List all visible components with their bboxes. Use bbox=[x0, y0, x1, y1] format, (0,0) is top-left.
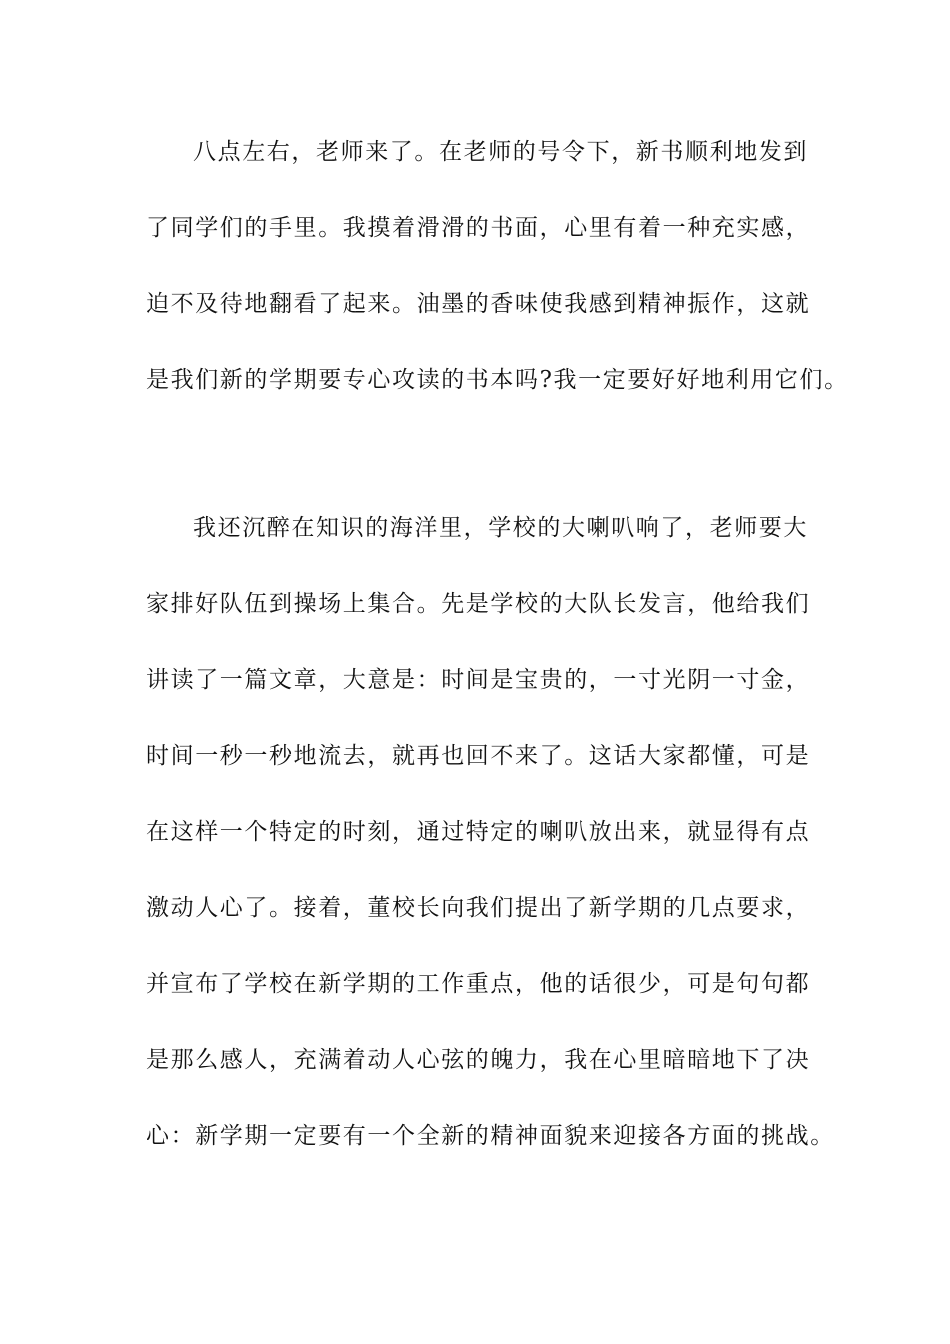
paragraph-line: 了同学们的手里。我摸着滑滑的书面，心里有着一种充实感， bbox=[146, 215, 811, 241]
paragraph-line: 是那么感人，充满着动人心弦的魄力，我在心里暗暗地下了决 bbox=[146, 1047, 811, 1073]
paragraph-line: 家排好队伍到操场上集合。先是学校的大队长发言，他给我们 bbox=[146, 591, 811, 617]
paragraph-line: 心：新学期一定要有一个全新的精神面貌来迎接各方面的挑战。 bbox=[146, 1123, 835, 1149]
paragraph-line: 八点左右，老师来了。在老师的号令下，新书顺利地发到 bbox=[193, 139, 808, 165]
paragraph-line: 是我们新的学期要专心攻读的书本吗?我一定要好好地利用它们。 bbox=[146, 367, 849, 393]
paragraph-line: 讲读了一篇文章，大意是：时间是宝贵的，一寸光阴一寸金， bbox=[146, 667, 811, 693]
paragraph-line: 我还沉醉在知识的海洋里，学校的大喇叭响了，老师要大 bbox=[193, 515, 808, 541]
paragraph-line: 时间一秒一秒地流去，就再也回不来了。这话大家都懂，可是 bbox=[146, 743, 811, 769]
paragraph-line: 迫不及待地翻看了起来。油墨的香味使我感到精神振作，这就 bbox=[146, 291, 811, 317]
paragraph-line: 激动人心了。接着，董校长向我们提出了新学期的几点要求， bbox=[146, 895, 811, 921]
paragraph-line: 在这样一个特定的时刻，通过特定的喇叭放出来，就显得有点 bbox=[146, 819, 811, 845]
paragraph-line: 并宣布了学校在新学期的工作重点，他的话很少，可是句句都 bbox=[146, 971, 811, 997]
